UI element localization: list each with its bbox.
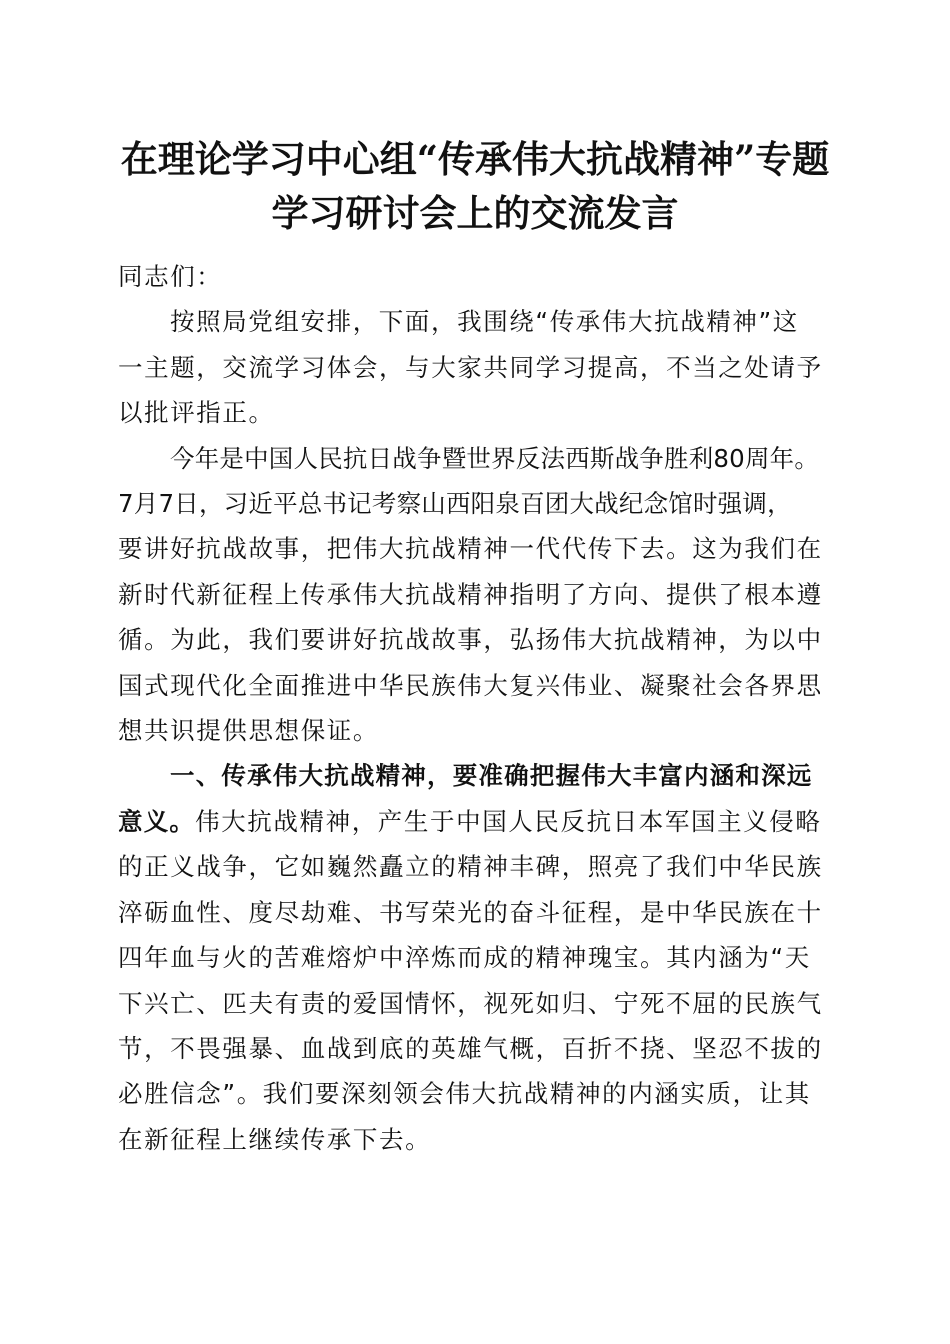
section-1-line: 淬砺血性、度尽劫难、书写荣光的奋斗征程，是中华民族在十 xyxy=(118,897,823,927)
paragraph-2-line: 今年是中国人民抗日战争暨世界反法西斯战争胜利80周年。 xyxy=(170,443,820,473)
section-1-heading: 一、传承伟大抗战精神，要准确把握伟大丰富内涵和深远 xyxy=(170,761,813,791)
paragraph-2-line: 想共识提供思想保证。 xyxy=(118,716,379,746)
section-1-line: 的正义战争，它如巍然矗立的精神丰碑，照亮了我们中华民族 xyxy=(118,852,823,882)
paragraph-1-line: 一主题，交流学习体会，与大家共同学习提高，不当之处请予 xyxy=(118,352,823,382)
document-body xyxy=(118,254,834,1162)
paragraph-2-line: 7月7日，习近平总书记考察山西阳泉百团大战纪念馆时强调， xyxy=(118,489,792,519)
section-1-line: 节，不畏强暴、血战到底的英雄气概，百折不挠、坚忍不拔的 xyxy=(118,1033,823,1063)
section-1-line: 下兴亡、匹夫有责的爱国情怀，视死如归、宁死不屈的民族气 xyxy=(118,988,823,1018)
document-title xyxy=(0,132,950,240)
paragraph-2-line: 国式现代化全面推进中华民族伟大复兴伟业、凝聚社会各界思 xyxy=(118,670,823,700)
paragraph-2-line: 要讲好抗战故事，把伟大抗战精神一代代传下去。这为我们在 xyxy=(118,534,823,564)
title-line-2: 学习研讨会上的交流发言 xyxy=(271,191,679,235)
section-1-line: 四年血与火的苦难熔炉中淬炼而成的精神瑰宝。其内涵为“天 xyxy=(118,943,811,973)
paragraph-2-line: 新时代新征程上传承伟大抗战精神指明了方向、提供了根本遵 xyxy=(118,579,823,609)
paragraph-1-line: 按照局党组安排，下面，我围绕“传承伟大抗战精神”这 xyxy=(170,307,799,337)
title-line-1: 在理论学习中心组“传承伟大抗战精神”专题 xyxy=(120,137,830,181)
salutation xyxy=(118,254,834,299)
salutation-text: 同志们： xyxy=(118,262,223,291)
section-1 xyxy=(118,753,834,1162)
section-1-line: 在新征程上继续传承下去。 xyxy=(118,1124,432,1154)
paragraph-2 xyxy=(118,436,834,754)
section-1-line: 必胜信念”。我们要深刻领会伟大抗战精神的内涵实质，让其 xyxy=(118,1079,811,1109)
paragraph-2-line: 循。为此，我们要讲好抗战故事，弘扬伟大抗战精神，为以中 xyxy=(118,625,823,655)
paragraph-1-line: 以批评指正。 xyxy=(118,398,275,428)
section-1-line xyxy=(118,799,834,844)
section-1-heading-end: 意义。 xyxy=(118,806,196,836)
paragraph-1 xyxy=(118,299,834,435)
section-1-text: 伟大抗战精神，产生于中国人民反抗日本军国主义侵略 xyxy=(195,806,822,836)
